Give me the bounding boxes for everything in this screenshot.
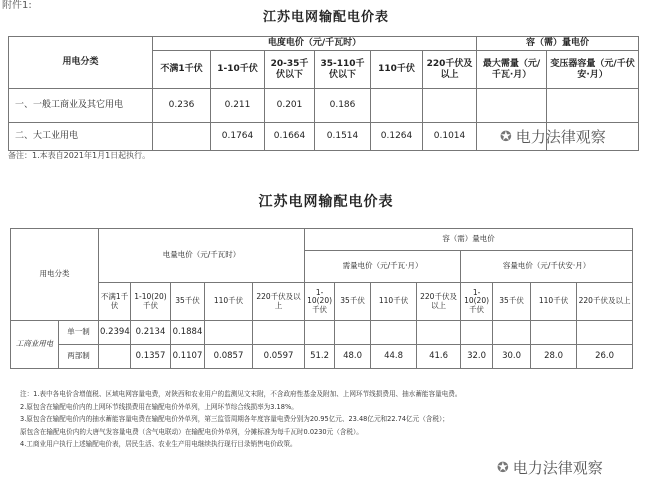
t2-transformer-header: 35千伏: [493, 283, 531, 321]
t1-cell: [371, 89, 423, 123]
t2-header-transformer: 容量电价（元/千伏安·月）: [461, 251, 633, 283]
t2-cell: 0.2134: [131, 321, 171, 345]
t2-cell: [335, 321, 371, 345]
t2-voltage-header: 不满1千伏: [99, 283, 131, 321]
t2-cell: 51.2: [305, 345, 335, 369]
t1-voltage-header: 110千伏: [371, 51, 423, 89]
note-line: 2.原包含在输配电价内的上网环节线损费用在输配电价外单列，上网环节综合线损率为3.18%。: [20, 402, 298, 411]
t1-row-name: 二、大工业用电: [9, 123, 153, 151]
t2-cell: [371, 321, 417, 345]
t1-header-capacity: 容（需）量电价: [477, 37, 639, 51]
t2-demand-header: 35千伏: [335, 283, 371, 321]
note-line: 4.工商业用户执行上述输配电价表，居民生活、农业生产用电继续执行现行目录销售电价政策。: [20, 440, 297, 448]
t2-row-name: 单一制: [59, 321, 99, 345]
t2-cell: [577, 321, 633, 345]
t2-cell: [493, 321, 531, 345]
t1-voltage-header: 20-35千伏以下: [265, 51, 315, 89]
t2-cell: 26.0: [577, 345, 633, 369]
t1-cell: [423, 89, 477, 123]
attachment-label: 附件1:: [2, 0, 32, 11]
t1-cell: 0.1014: [423, 123, 477, 151]
t2-voltage-header: 1-10(20)千伏: [131, 283, 171, 321]
t2-voltage-header: 110千伏: [205, 283, 253, 321]
t2-header-demand: 需量电价（元/千瓦·月）: [305, 251, 461, 283]
watermark-bottom: [497, 457, 603, 478]
t2-cell: 0.1884: [171, 321, 205, 345]
t2-demand-header: 110千伏: [371, 283, 417, 321]
note-line: 注：1.表中各电价含增值税、区域电网容量电费，对陕西和农业用户的监测见文末附，不含政府性基金及附加、上网环节线损费用、抽水蓄能容量电费。: [20, 390, 462, 398]
t1-capacity-header: 最大需量（元/千瓦·月）: [477, 51, 547, 89]
t1-cell: 0.1664: [265, 123, 315, 151]
t1-cell: 0.236: [153, 89, 211, 123]
t2-cell: [417, 321, 461, 345]
t1-voltage-header: 35-110千伏以下: [315, 51, 371, 89]
t2-demand-header: 1-10(20)千伏: [305, 283, 335, 321]
t2-cell: 28.0: [531, 345, 577, 369]
t1-voltage-header: 1-10千伏: [211, 51, 265, 89]
t2-cell: 30.0: [493, 345, 531, 369]
t2-group-label: 工商业用电: [11, 321, 59, 369]
note-line: 3.原包含在输配电价内的抽水蓄能容量电费在输配电价外单列，第三监管周期各年度容量电费分别为20.95亿元、23.48亿元和22.74亿元（含税）；: [20, 415, 449, 423]
t2-cell: [305, 321, 335, 345]
t2-voltage-header: 220千伏及以上: [253, 283, 305, 321]
t1-voltage-header: 不满1千伏: [153, 51, 211, 89]
t1-cell: [547, 89, 639, 123]
table2-notes: [20, 388, 620, 451]
t2-header-energy: 电量电价（元/千瓦时）: [99, 229, 305, 283]
t2-cell: [253, 321, 305, 345]
t2-header-category: 用电分类: [11, 229, 99, 321]
t1-cell: 0.1264: [371, 123, 423, 151]
wechat-icon: ✪: [500, 128, 512, 145]
table2-title: 江苏电网输配电价表: [258, 194, 394, 210]
t2-cell: 0.0857: [205, 345, 253, 369]
t1-cell: 0.211: [211, 89, 265, 123]
t2-cell: [531, 321, 577, 345]
t2-header-capacity: 容（需）量电价: [305, 229, 633, 251]
t2-cell: 32.0: [461, 345, 493, 369]
t2-transformer-header: 1-10(20)千伏: [461, 283, 493, 321]
t2-cell: [99, 345, 131, 369]
t2-cell: [205, 321, 253, 345]
t1-cell: [477, 89, 547, 123]
watermark-text: 电力法律观察: [512, 459, 603, 477]
t1-voltage-header: 220千伏及以上: [423, 51, 477, 89]
t1-header-energy: 电度电价（元/千瓦时）: [153, 37, 477, 51]
t1-cell: 0.186: [315, 89, 371, 123]
t1-cell: 0.201: [265, 89, 315, 123]
t2-transformer-header: 110千伏: [531, 283, 577, 321]
table1-title: 江苏电网输配电价表: [262, 10, 389, 25]
t2-demand-header: 220千伏及以上: [417, 283, 461, 321]
t2-cell: 44.8: [371, 345, 417, 369]
t2-cell: 0.0597: [253, 345, 305, 369]
table1-note: 备注：1.本表自2021年1月1日起执行。: [8, 151, 151, 160]
t2-transformer-header: 220千伏及以上: [577, 283, 633, 321]
t1-cell: [153, 123, 211, 151]
watermark-text: 电力法律观察: [515, 128, 606, 146]
t2-cell: 0.2394: [99, 321, 131, 345]
t1-header-category: 用电分类: [9, 37, 153, 89]
t2-cell: 0.1107: [171, 345, 205, 369]
t1-cell: 0.1764: [211, 123, 265, 151]
t1-capacity-header: 变压器容量（元/千伏安·月）: [547, 51, 639, 89]
t2-cell: 41.6: [417, 345, 461, 369]
t2-cell: [461, 321, 493, 345]
t2-voltage-header: 35千伏: [171, 283, 205, 321]
wechat-icon: ✪: [497, 459, 509, 476]
watermark-top: [500, 126, 606, 147]
t2-cell: 48.0: [335, 345, 371, 369]
t1-cell: 0.1514: [315, 123, 371, 151]
t2-row-name: 两部制: [59, 345, 99, 369]
t2-cell: 0.1357: [131, 345, 171, 369]
table2: [10, 228, 633, 369]
note-line: 原包含在输配电价内的大唐气发容量电费（含气电联动）在输配电价外单列，分摊标准为每千瓦时0.0230元（含税）。: [20, 427, 363, 436]
t1-row-name: 一、一般工商业及其它用电: [9, 89, 153, 123]
